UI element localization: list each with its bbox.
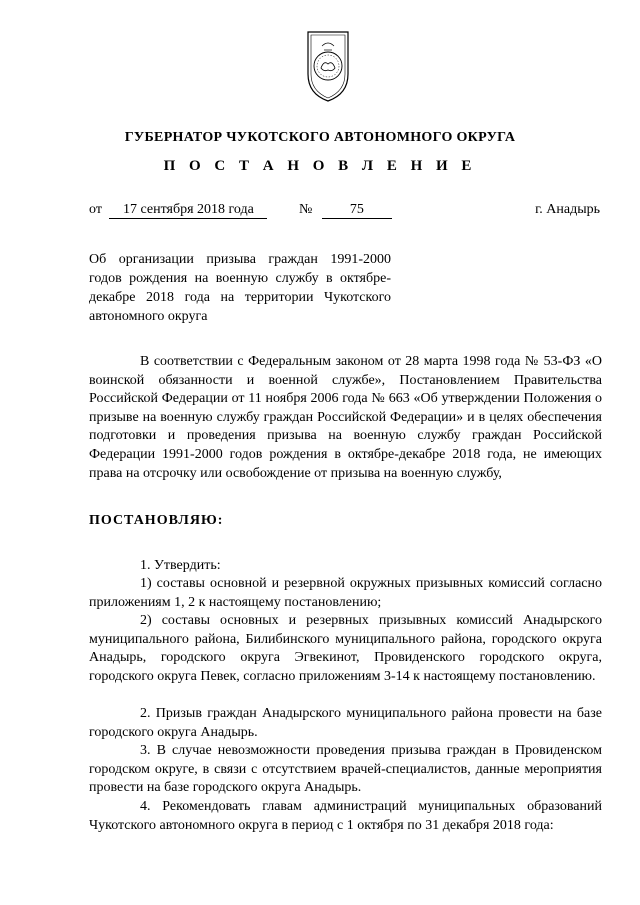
issuing-authority: ГУБЕРНАТОР ЧУКОТСКОГО АВТОНОМНОГО ОКРУГА xyxy=(124,130,516,145)
item-2: 2. Призыв граждан Анадырского муниципального района провести на базе городского округа Анадырь. xyxy=(89,706,602,740)
from-label: от xyxy=(89,202,102,217)
document-number: 75 xyxy=(322,202,392,219)
item-3: 3. В случае невозможности проведения призыва граждан в Провиденском городском округе, в связи с отсутствием врачей-специалистов, данные мероприятия провести на базе городского округа Анадырь. xyxy=(89,743,602,796)
item-4: 4. Рекомендовать главам администраций муниципальных образований Чукотского автономного округа в период с 1 октября по 31 декабря 2018 года: xyxy=(89,799,602,833)
number-label: № xyxy=(299,202,313,217)
number-line xyxy=(299,202,392,219)
coat-of-arms-icon xyxy=(302,28,354,104)
preamble: В соответствии с Федеральным законом от 28 марта 1998 года № 53-ФЗ «О воинской обязанности и военной службе», Постановлением Правительства Российской Федерации от 11 ноября 2006 года № 663 «Об утверждении Положения о призыве на военную службу граждан Российской Федерации» и в целях обеспечения подготовки и проведения призыва на военную службу граждан Российской Федерации 1991-2000 годов рождения в октябре-декабре 2018 года, не имеющих права на отсрочку или освобождение от призыва на военную службу, xyxy=(89,354,602,481)
item-1: 1. Утвердить: xyxy=(140,558,221,573)
document-type: П О С Т А Н О В Л Е Н И Е xyxy=(163,158,477,174)
item-1-2: 2) составы основных и резервных призывных комиссий Анадырского муниципального района, Билибинского муниципального района, городского округа Анадырь, городского округа Эгвекинот, Провиденского городского округа, городского округа Певек, согласно приложениям 3-14 к настоящему постановлению. xyxy=(89,613,602,684)
document-date: 17 сентября 2018 года xyxy=(109,202,267,219)
document-subject: Об организации призыва граждан 1991-2000 годов рождения на военную службу в октябре-декабре 2018 года на территории Чукотского автономного округа xyxy=(89,252,391,324)
city: г. Анадырь xyxy=(535,202,600,217)
date-line xyxy=(89,202,267,219)
decree-heading: ПОСТАНОВЛЯЮ: xyxy=(89,513,224,528)
item-1-1: 1) составы основной и резервной окружных призывных комиссий согласно приложениям 1, 2 к настоящему постановлению; xyxy=(89,576,602,610)
